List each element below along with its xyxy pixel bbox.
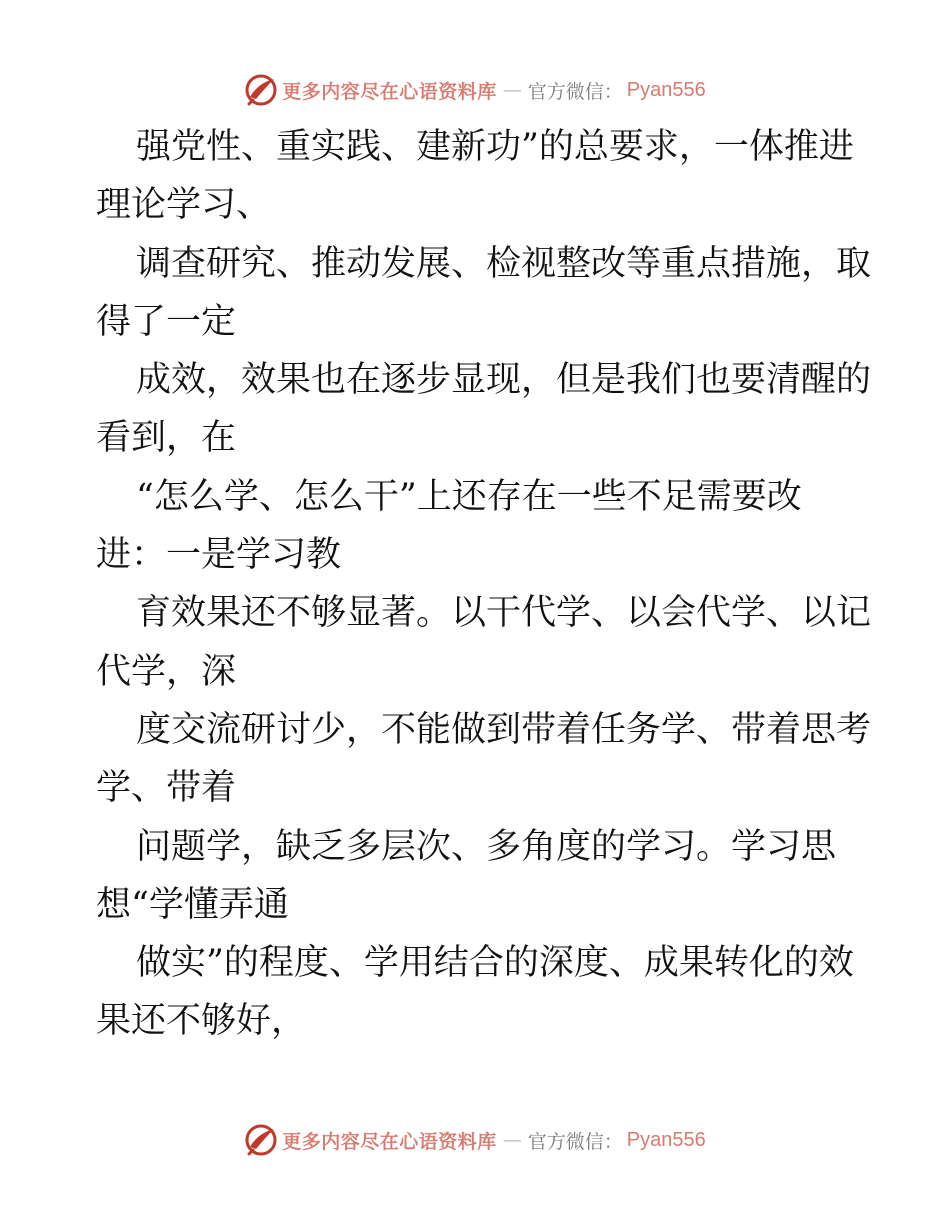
paragraph-4 xyxy=(96,468,866,585)
footer-banner xyxy=(0,1120,950,1160)
text-line: 代学，深 xyxy=(96,651,237,692)
banner-wechat-id: Pyan556 xyxy=(626,78,706,101)
text-line: 理论学习、 xyxy=(96,185,272,226)
document-body xyxy=(96,118,872,1051)
text-line: 问题学，缺乏多层次、多角度的学习。学习思 xyxy=(136,826,837,867)
banner-text: 更多内容尽在心语资料库 xyxy=(282,1130,497,1153)
paragraph-2 xyxy=(96,235,872,352)
paragraph-8 xyxy=(96,934,866,1051)
text-line: 果还不够好， xyxy=(96,1001,307,1042)
text-line: 看到，在 xyxy=(96,418,237,459)
banner-content xyxy=(244,1123,706,1157)
banner-content xyxy=(244,73,706,107)
paragraph-5 xyxy=(96,584,872,701)
pen-circle-logo-icon xyxy=(244,1123,278,1157)
banner-wechat-label: 官方微信： xyxy=(527,80,623,103)
text-line: “怎么学、怎么干”上还存在一些不足需要改 xyxy=(136,476,802,517)
text-line: 进：一是学习教 xyxy=(96,535,342,576)
banner-wechat-id: Pyan556 xyxy=(626,1128,706,1151)
text-line: 做实”的程度、学用结合的深度、成果转化的效 xyxy=(136,943,854,984)
banner-wechat-label: 官方微信： xyxy=(527,1130,623,1153)
paragraph-7 xyxy=(96,818,866,935)
text-line: 强党性、重实践、建新功”的总要求，一体推进 xyxy=(136,127,854,167)
pen-circle-logo-icon xyxy=(244,73,278,107)
paragraph-6 xyxy=(96,701,872,818)
banner-dash: — xyxy=(502,1129,522,1151)
text-line: 想“学懂弄通 xyxy=(96,884,289,925)
text-line: 学、带着 xyxy=(96,768,237,809)
text-line: 育效果还不够显著。以干代学、以会代学、以记 xyxy=(136,593,872,634)
paragraph-1 xyxy=(96,118,866,235)
text-line: 得了一定 xyxy=(96,301,237,342)
text-line: 度交流研讨少，不能做到带着任务学、带着思考 xyxy=(136,709,872,750)
banner-text: 更多内容尽在心语资料库 xyxy=(282,80,497,103)
text-line: 调查研究、推动发展、检视整改等重点措施，取 xyxy=(136,243,872,284)
text-line: 成效，效果也在逐步显现，但是我们也要清醒的 xyxy=(136,360,872,401)
paragraph-3 xyxy=(96,351,872,468)
banner-dash: — xyxy=(502,79,522,101)
header-banner xyxy=(0,70,950,110)
